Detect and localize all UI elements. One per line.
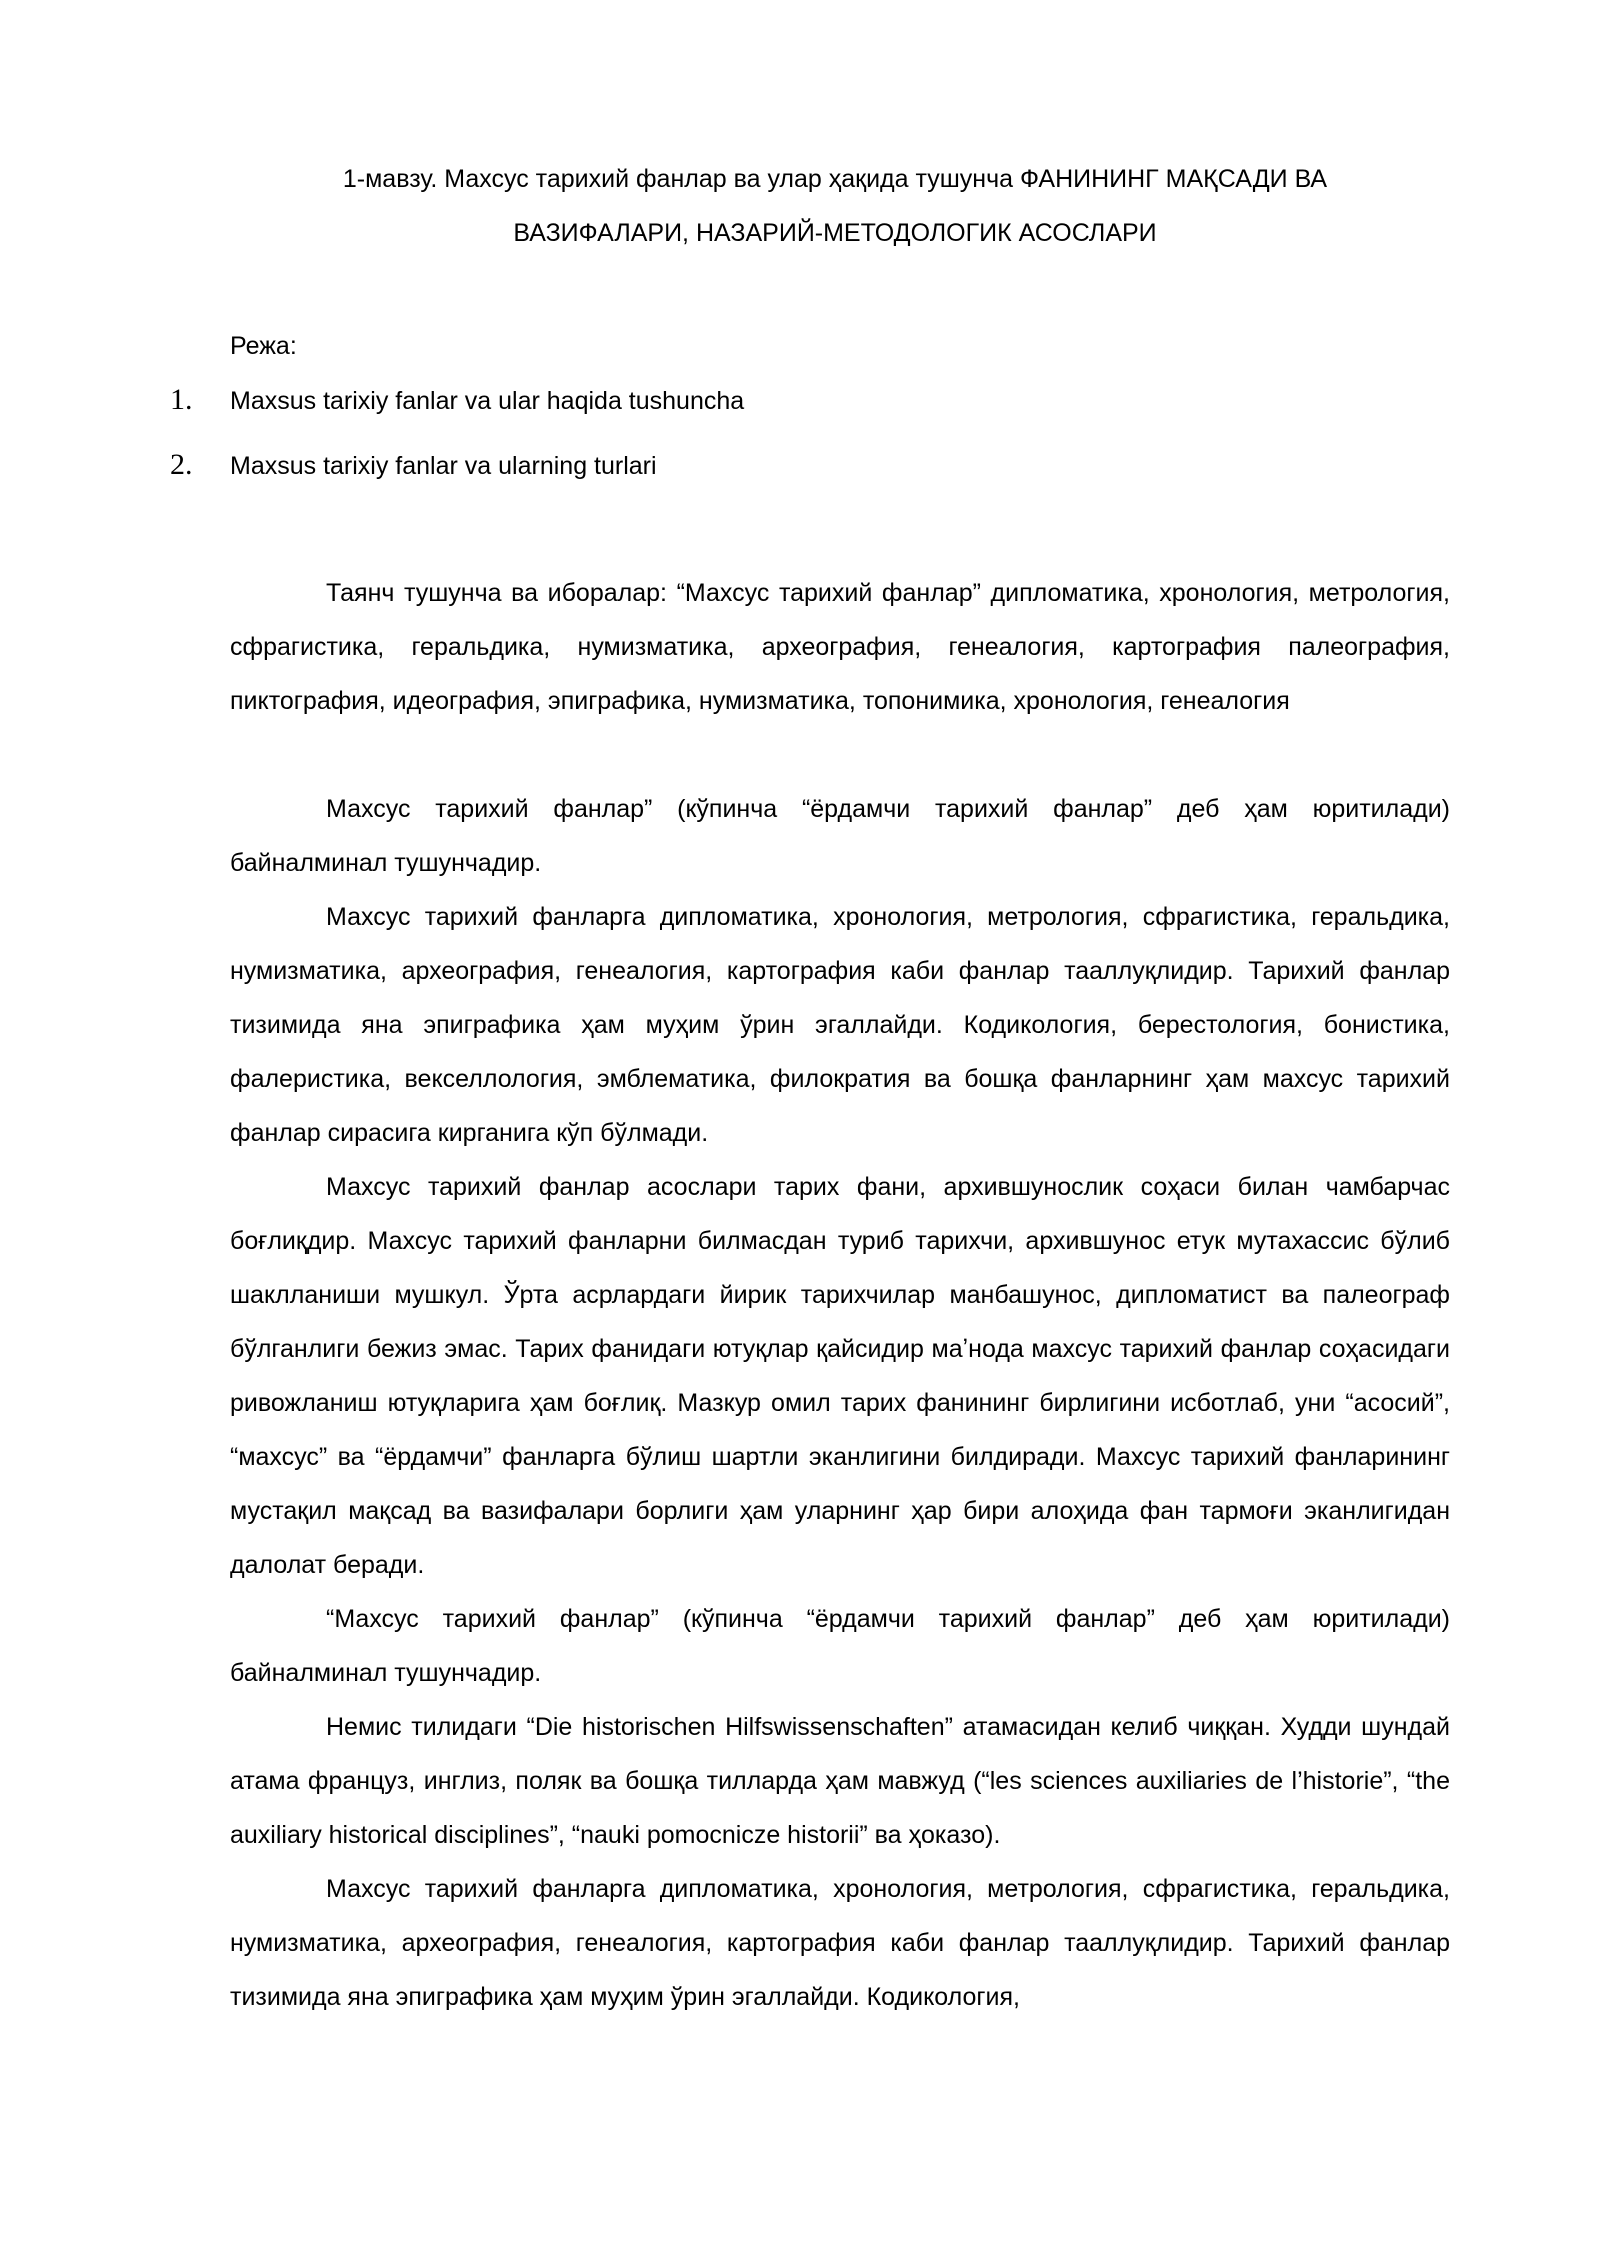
plan-list xyxy=(170,383,1470,513)
body-paragraph: Махсус тарихий фанларга дипломатика, хронология, метрология, сфрагистика, геральдика, нумизматика, археография, генеалогия, картография каби фанлар тааллуқлидир. Тарихий фанлар тизимида яна эпиграфика ҳам муҳим ўрин эгаллайди. Кодикология, берестология, бонистика, фалеристика, векселлология, эмблематика, филократия ва бошқа фанларнинг ҳам махсус тарихий фанлар сирасига кирганига кўп бўлмади. xyxy=(230,903,1450,1147)
document-title xyxy=(230,152,1440,260)
body-paragraph: Махсус тарихий фанлар асослари тарих фани, архившунослик соҳаси билан чамбарчас боғлиқдир. Махсус тарихий фанларни билмасдан туриб тарихчи, архившунос етук мутахассис бўлиб шаклланиши мушкул. Ўрта асрлардаги йирик тарихчилар манбашунос, дипломатист ва палеограф бўлганлиги бежиз эмас. Тарих фанидаги ютуқлар қайсидир маʼнода махсус тарихий фанлар соҳасидаги ривожланиш ютуқларига ҳам боғлиқ. Мазкур омил тарих фанининг бирлигини исботлаб, уни “асосий”, “махсус” ва “ёрдамчи” фанларга бўлиш шартли эканлигини билдиради. Махсус тарихий фанларининг мустақил мақсад ва вазифалари борлиги ҳам уларнинг ҳар бири алоҳида фан тармоғи эканлигидан далолат беради. xyxy=(230,1173,1450,1579)
body-paragraph: “Махсус тарихий фанлар” (кўпинча “ёрдамчи тарихий фанлар” деб ҳам юритилади) байналминал тушунчадир. xyxy=(230,1605,1450,1687)
body-paragraph: Махсус тарихий фанлар” (кўпинча “ёрдамчи тарихий фанлар” деб ҳам юритилади) байналминал тушунчадир. xyxy=(230,795,1450,877)
plan-item-text: Maxsus tarixiy fanlar va ularning turlari xyxy=(230,452,657,480)
body-paragraph: Махсус тарихий фанларга дипломатика, хронология, метрология, сфрагистика, геральдика, нумизматика, археография, генеалогия, картография каби фанлар тааллуқлидир. Тарихий фанлар тизимида яна эпиграфика ҳам муҳим ўрин эгаллайди. Кодикология, xyxy=(230,1875,1450,2011)
plan-item-number: 1. xyxy=(170,383,193,416)
key-terms-paragraph: Таянч тушунча ва иборалар: “Махсус тарихий фанлар” дипломатика, хронология, метрология, сфрагистика, геральдика, нумизматика, археография, генеалогия, картография палеография, пиктография, идеография, эпиграфика, нумизматика, топонимика, хронология, генеалогия xyxy=(230,579,1450,715)
plan-item-number: 2. xyxy=(170,448,193,481)
plan-item xyxy=(170,383,1470,448)
plan-label: Режа: xyxy=(230,332,297,360)
title-line-2: ВАЗИФАЛАРИ, НАЗАРИЙ-МЕТОДОЛОГИК АСОСЛАРИ xyxy=(513,219,1157,247)
plan-item xyxy=(170,448,1470,513)
body-paragraph: Немис тилидаги “Die historischen Hilfswissenschaften” атамасидан келиб чиққан. Худди шундай атама француз, инглиз, поляк ва бошқа тилларда ҳам мавжуд (“les sciences auxiliaries de l’historie”, “the auxiliary historical disciplines”, “nauki pomocnicze historii” ва ҳоказо). xyxy=(230,1713,1450,1849)
title-line-1: 1-мавзу. Махсус тарихий фанлар ва улар ҳақида тушунча ФАНИНИНГ МАҚСАДИ ВА xyxy=(342,165,1328,193)
document-body xyxy=(230,566,1450,2024)
plan-item-text: Maxsus tarixiy fanlar va ular haqida tushuncha xyxy=(230,387,745,415)
